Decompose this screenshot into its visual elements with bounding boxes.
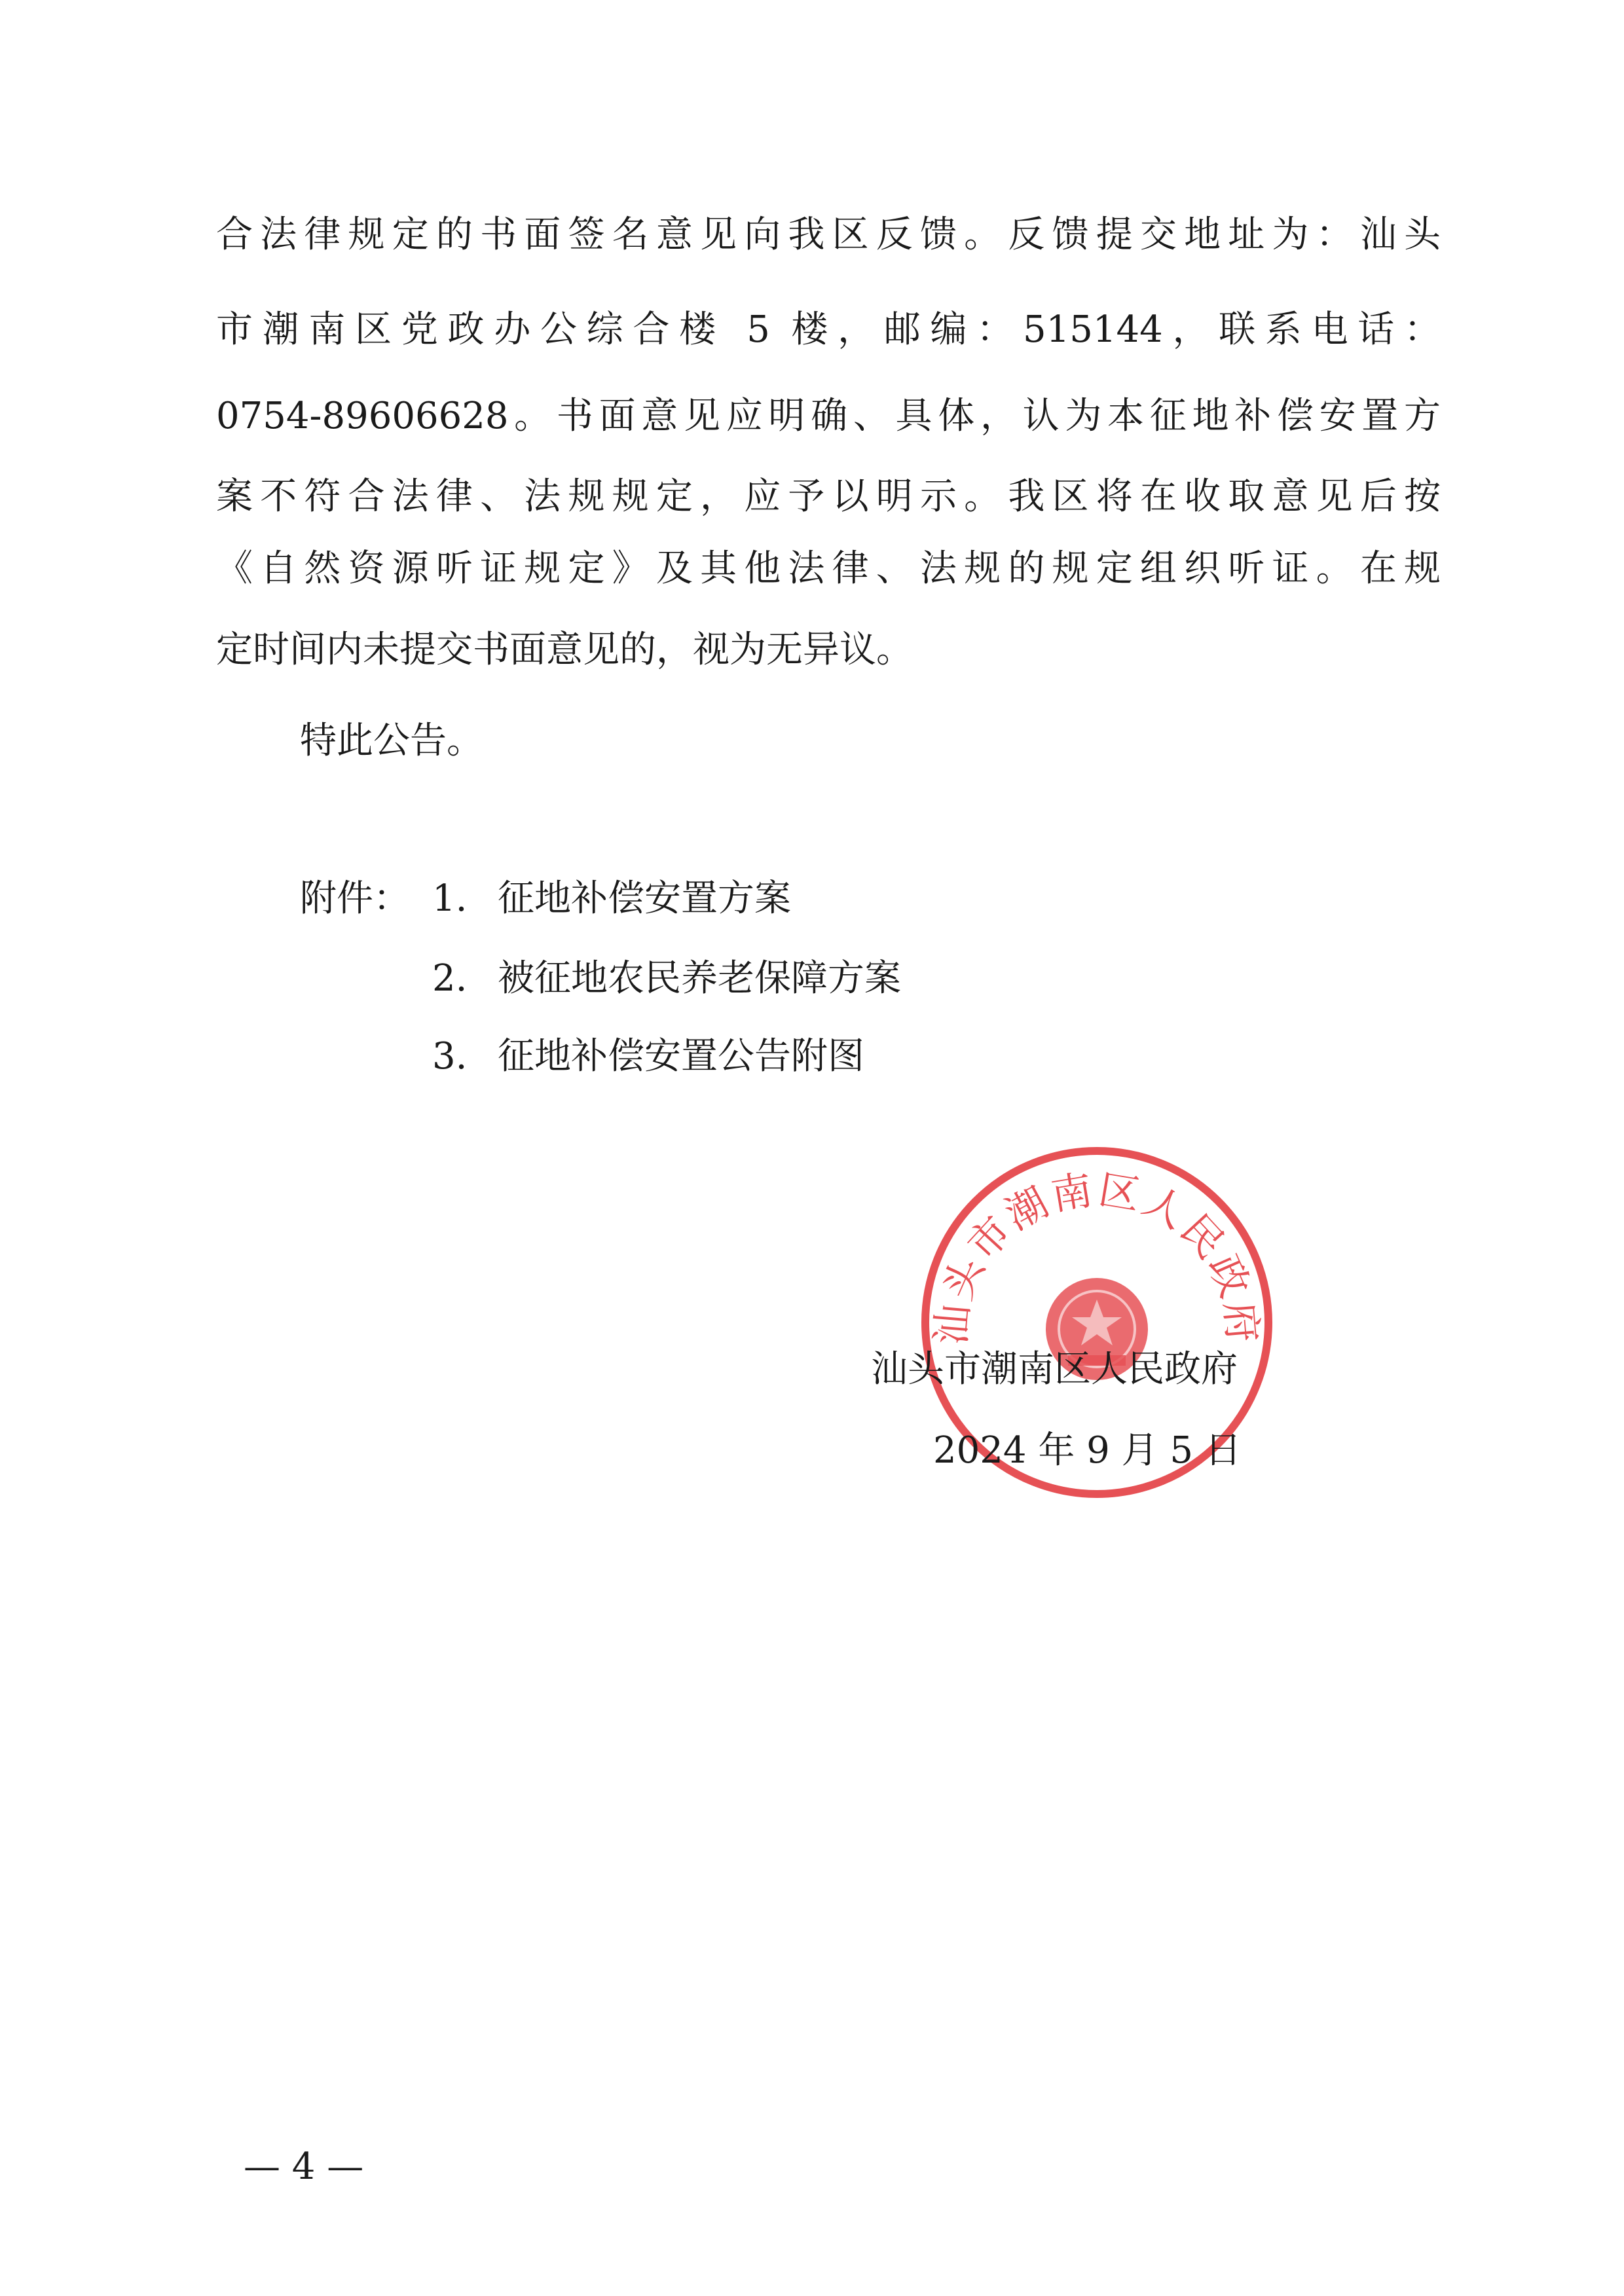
closing-statement: 特此公告。 [300,720,483,762]
body-line-3: 0754-89606628。书面意见应明确、具体，认为本征地补偿安置方 [216,395,1441,437]
attachment-number: 2. [432,957,468,1000]
attachment-item [432,875,791,922]
page-number: — 4 — [244,2145,364,2188]
issue-date: 2024 年 9 月 5 日 [933,1429,1242,1472]
attachment-item [432,1033,864,1080]
body-line-1: 合法律规定的书面签名意见向我区反馈。反馈提交地址为：汕头 [216,213,1441,256]
attachment-number: 1. [432,877,468,920]
attachment-title: 被征地农民养老保障方案 [498,957,901,1000]
attachment-item [432,955,901,1002]
body-line-2: 市潮南区党政办公综合楼 5 楼，邮编：515144，联系电话： [216,308,1441,351]
attachment-title: 征地补偿安置公告附图 [498,1035,864,1078]
attachment-title: 征地补偿安置方案 [498,877,791,920]
seal-text: 汕头市潮南区人民政府 [927,1165,1267,1347]
issuing-authority: 汕头市潮南区人民政府 [871,1348,1238,1391]
body-line-6: 定时间内未提交书面意见的，视为无异议。 [216,629,913,671]
body-line-5: 《自然资源听证规定》及其他法律、法规的规定组织听证。在规 [216,547,1441,590]
body-line-4: 案不符合法律、法规规定，应予以明示。我区将在收取意见后按 [216,475,1441,518]
attachment-number: 3. [432,1035,468,1078]
attachments-label: 附件： [300,877,410,920]
